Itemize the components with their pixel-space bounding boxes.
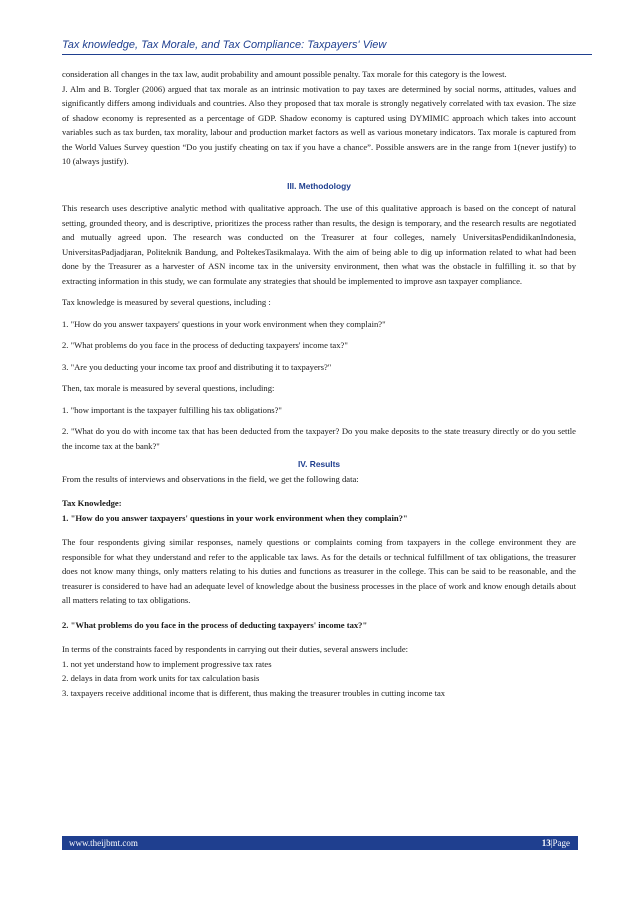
page-label: |Page (550, 838, 570, 848)
page-footer (62, 836, 578, 850)
list-item: 1. "How do you answer taxpayers' questions in your work environment when they complain?" (62, 318, 386, 329)
section-heading-methodology: III. Methodology (287, 180, 351, 191)
paragraph: Tax knowledge is measured by several questions, including : (62, 297, 271, 307)
list-item: 3. "Are you deducting your income tax proof and distributing it to taxpayers?" (62, 361, 332, 372)
list-item: 1. "how important is the taxpayer fulfilling his tax obligations?" (62, 404, 282, 415)
list-item: 2. "What do you do with income tax that has been deducted from the taxpayer? Do you make deposits to the state treasury directly or do you settle the income tax at the bank?" (62, 426, 576, 451)
page-body (62, 67, 576, 700)
page-number-value: 13 (541, 838, 551, 848)
list-item: 3. taxpayers receive additional income that is different, thus making the treasurer troubles in cutting income tax (62, 687, 446, 698)
footer-url[interactable]: www.theijbmt.com (69, 838, 138, 848)
list-item: 2. "What problems do you face in the process of deducting taxpayers' income tax?" (62, 340, 348, 350)
paragraph: J. Alm and B. Torgler (2006) argued that tax morale as an intrinsic motivation to pay taxes are determined by social norms, attitudes, values and significantly differs among individuals and countries. Also they proposed that tax morale is strongly negatively correlated with tax evasion. The size of shadow economy is represented as a percentage of GDP. Shadow economy is captured using DYMIMIC approach which takes into account variables such as tax burden, tax morality, labour and production market factors as well as various monetary indicators. Tax morale is captured from the World Values Survey question “Do you justify cheating on tax if you have a chance”. Possible answers are in the range from 1(never justify) to 10 (always justify). (62, 83, 576, 166)
subheading: Tax Knowledge: (62, 498, 122, 508)
paragraph: The four respondents giving similar responses, namely questions or complaints coming from taxpayers in the college environment they are responsible for what they understand and refer to the applicable tax laws. As for the details or technical fulfillment of tax obligations, the treasurer does not know many things, only matters relating to his duties and functions as treasurer in the college. This can be said to be reasonable, and the treasurer is considered to have had an adequate level of knowledge about the business processes in the place of work and know enough details about all matters relating to tax obligations. (62, 537, 576, 605)
section-heading-results: IV. Results (297, 459, 341, 469)
paragraph: Then, tax morale is measured by several questions, including: (62, 383, 275, 393)
paragraph: This research uses descriptive analytic method with qualitative approach. The use of this qualitative approach is based on the concept of natural setting, grounded theory, and is descriptive, prioritizes the process rather than results, the design is temporary, and the research results are negotiated and mutually agreed upon. The research was conducted on the Treasurer at four colleges, namely UniversitasPendidikanIndonesia, UniversitasPadjadjaran, Politeknik Bandung, and PoltekesTasikmalaya. With the aim of being able to dig up information related to what had been done by the Treasurer as a harvester of ASN income tax in the university environment, then what was the obstacle in fulfilling it. so that by extracting information in this study, we can formulate any strategies that should be implemented to improve asn taxpayer compliance. (62, 203, 576, 286)
subheading: 2. "What problems do you face in the process of deducting taxpayers' income tax?" (62, 619, 368, 630)
paragraph: From the results of interviews and observations in the field, we get the following data: (62, 473, 359, 484)
paragraph: consideration all changes in the tax law, audit probability and amount possible penalty. Tax morale for this category is the lowest. (62, 69, 507, 79)
subheading: 1. "How do you answer taxpayers' questions in your work environment when they complain?" (62, 512, 408, 523)
page-number (542, 836, 570, 850)
list-item: 2. delays in data from work units for tax calculation basis (62, 673, 260, 683)
running-header: Tax knowledge, Tax Morale, and Tax Compliance: Taxpayers' View (62, 39, 592, 55)
paragraph: In terms of the constraints faced by respondents in carrying out their duties, several answers include: (62, 644, 409, 654)
list-item: 1. not yet understand how to implement progressive tax rates (62, 658, 272, 669)
